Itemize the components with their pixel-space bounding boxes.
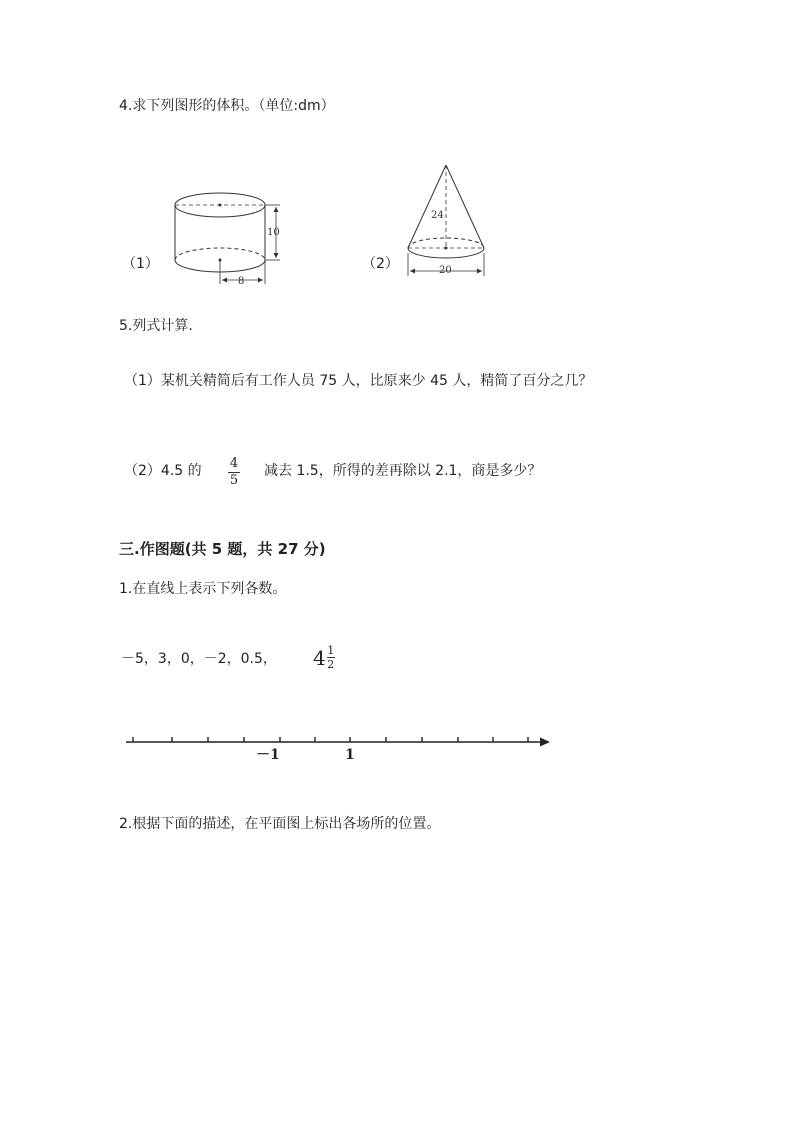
fraction-numerator: 4 bbox=[229, 456, 239, 471]
number-line bbox=[120, 730, 560, 770]
q5-problem-2-start: （2）4.5 的 bbox=[124, 463, 202, 479]
fraction-four-fifths bbox=[228, 457, 240, 488]
d1-title: 1.在直线上表示下列各数。 bbox=[119, 581, 287, 597]
q5-problem-2-end: 减去 1.5，所得的差再除以 2.1，商是多少？ bbox=[264, 463, 542, 479]
fig2-label: （2） bbox=[362, 256, 399, 272]
axis-label-pos1: 1 bbox=[345, 747, 355, 763]
mixed-whole: 4 bbox=[313, 645, 326, 670]
mixed-denominator: 2 bbox=[327, 658, 335, 671]
fig1-height-label: 10 bbox=[267, 227, 280, 238]
fig1-label: （1） bbox=[122, 256, 159, 272]
cone-figure bbox=[400, 160, 500, 280]
section-3-title: 三.作图题(共 5 题，共 27 分) bbox=[119, 540, 326, 558]
mixed-numerator: 1 bbox=[327, 644, 335, 657]
q4-title: 4.求下列图形的体积。（单位:dm） bbox=[119, 98, 335, 114]
d1-number-list: －5，3，0，－2，0.5， bbox=[121, 651, 277, 667]
fraction-denominator: 5 bbox=[229, 473, 239, 488]
mixed-number bbox=[313, 645, 335, 670]
axis-label-neg1: －1 bbox=[256, 747, 280, 763]
q5-problem-1: （1）某机关精简后有工作人员 75 人，比原来少 45 人，精简了百分之几？ bbox=[124, 373, 593, 389]
d2-title: 2.根据下面的描述，在平面图上标出各场所的位置。 bbox=[119, 816, 441, 832]
fig2-diameter-label: 20 bbox=[439, 265, 452, 276]
fig2-height-label: 24 bbox=[431, 210, 444, 221]
cylinder-figure bbox=[160, 180, 310, 290]
fig1-radius-label: 8 bbox=[238, 276, 245, 287]
q5-title: 5.列式计算. bbox=[119, 318, 193, 334]
